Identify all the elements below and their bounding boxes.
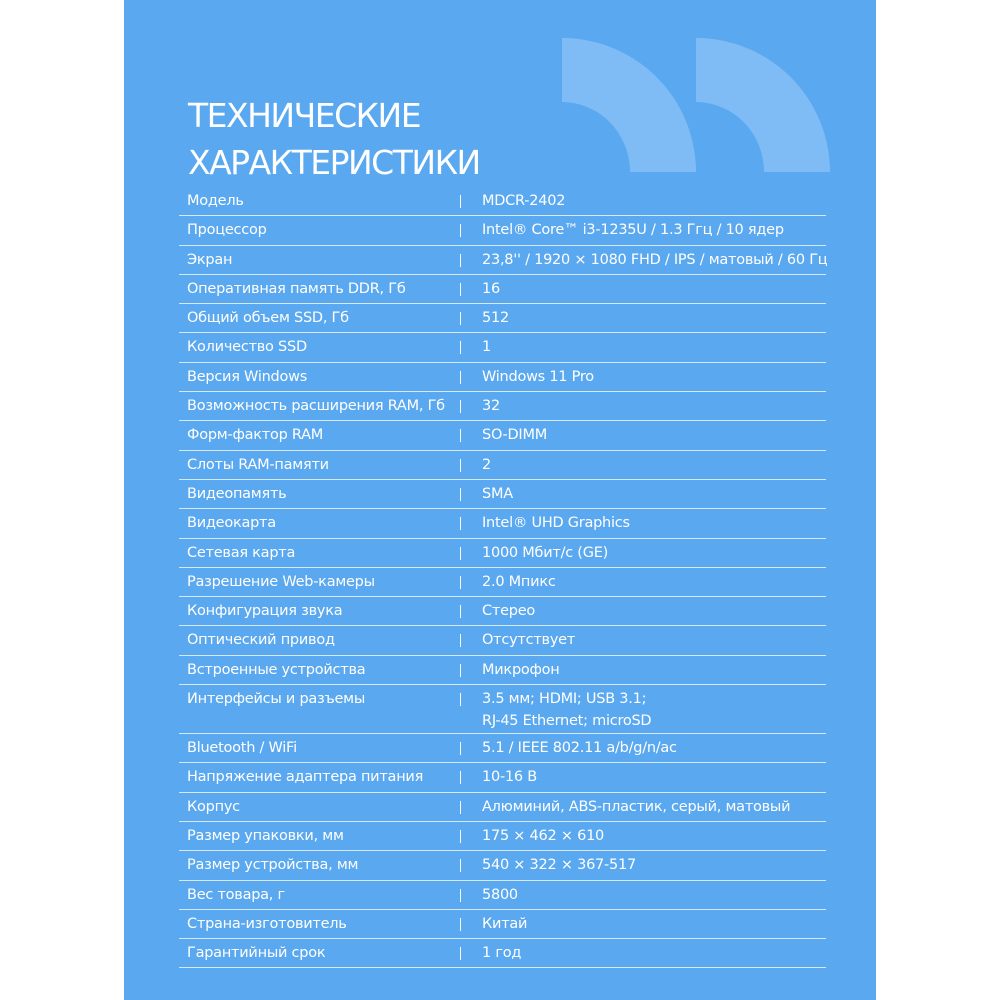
spec-value: Отсутствует — [482, 632, 576, 649]
spec-label: Количество SSD — [187, 339, 307, 356]
spec-row — [179, 216, 826, 245]
spec-value: 175 × 462 × 610 — [482, 827, 605, 844]
column-separator — [460, 459, 461, 472]
spec-value: 1 год — [482, 945, 522, 962]
spec-label: Bluetooth / WiFi — [187, 740, 297, 757]
spec-value: MDCR-2402 — [482, 193, 566, 209]
column-separator — [460, 830, 461, 843]
spec-value: Intel® Core™ i3-1235U / 1.3 Ггц / 10 ядер — [482, 222, 784, 239]
column-separator — [460, 576, 461, 589]
spec-label: Версия Windows — [187, 368, 308, 385]
spec-row — [179, 421, 826, 450]
spec-value: Intel® UHD Graphics — [482, 515, 630, 532]
spec-row — [179, 793, 826, 822]
spec-row — [179, 392, 826, 421]
column-separator — [460, 547, 461, 560]
spec-row — [179, 656, 826, 685]
spec-row — [179, 626, 826, 655]
spec-value: 512 — [482, 310, 509, 327]
closing-quote-icon — [696, 38, 830, 172]
spec-label: Процессор — [187, 222, 267, 239]
closing-quote-icon — [562, 38, 696, 172]
spec-value: Windows 11 Pro — [482, 368, 594, 385]
column-separator — [460, 771, 461, 784]
spec-value: 1 — [482, 339, 491, 356]
spec-label: Страна-изготовитель — [187, 915, 347, 932]
spec-value: 32 — [482, 398, 500, 415]
spec-value — [482, 688, 651, 732]
column-separator — [460, 517, 461, 530]
spec-value: 540 × 322 × 367-517 — [482, 857, 636, 874]
spec-row — [179, 910, 826, 939]
spec-value: Микрофон — [482, 661, 560, 678]
spec-row — [179, 734, 826, 763]
spec-label: Встроенные устройства — [187, 661, 366, 678]
spec-label: Корпус — [187, 798, 240, 815]
page-title — [188, 92, 480, 186]
column-separator — [460, 605, 461, 618]
spec-row — [179, 763, 826, 792]
column-separator — [460, 859, 461, 872]
spec-row — [179, 539, 826, 568]
spec-table — [179, 187, 826, 968]
spec-value: 10-16 В — [482, 769, 537, 786]
spec-label: Вес товара, г — [187, 886, 285, 903]
spec-value: 2 — [482, 456, 491, 473]
spec-row — [179, 509, 826, 538]
column-separator — [460, 195, 461, 208]
spec-label: Разрешение Web-камеры — [187, 573, 375, 590]
spec-value: Стерео — [482, 603, 535, 620]
spec-label: Возможность расширения RAM, Гб — [187, 398, 445, 415]
column-separator — [460, 693, 461, 706]
spec-row — [179, 939, 826, 968]
spec-value: Китай — [482, 915, 528, 932]
spec-label: Видеокарта — [187, 515, 276, 532]
column-separator — [460, 742, 461, 755]
column-separator — [460, 488, 461, 501]
spec-row — [179, 597, 826, 626]
spec-row — [179, 851, 826, 880]
spec-value: 5800 — [482, 886, 518, 903]
spec-label: Экран — [187, 251, 233, 268]
spec-row — [179, 304, 826, 333]
spec-label: Слоты RAM-памяти — [187, 456, 329, 473]
spec-row — [179, 246, 826, 275]
column-separator — [460, 400, 461, 413]
spec-value-line-1: 3.5 мм; HDMI; USB 3.1; — [482, 691, 647, 708]
page-title-line-1: ТЕХНИЧЕСКИЕ — [188, 96, 421, 135]
column-separator — [460, 429, 461, 442]
spec-label: Видеопамять — [187, 485, 287, 502]
spec-label: Гарантийный срок — [187, 945, 326, 962]
spec-label: Размер устройства, мм — [187, 857, 359, 874]
column-separator — [460, 341, 461, 354]
column-separator — [460, 371, 461, 384]
spec-value: 16 — [482, 280, 500, 297]
spec-label: Оперативная память DDR, Гб — [187, 280, 406, 297]
spec-row — [179, 187, 826, 216]
column-separator — [460, 254, 461, 267]
spec-label: Размер упаковки, мм — [187, 827, 344, 844]
spec-label: Сетевая карта — [187, 544, 296, 561]
spec-label: Общий объем SSD, Гб — [187, 310, 349, 327]
spec-label: Модель — [187, 193, 244, 209]
spec-label: Оптический привод — [187, 632, 335, 649]
spec-value-line-2: RJ-45 Ethernet; microSD — [482, 713, 652, 730]
spec-label: Напряжение адаптера питания — [187, 769, 424, 786]
spec-value: 23,8'' / 1920 × 1080 FHD / IPS / матовый / 60 Гц — [482, 251, 828, 268]
spec-row — [179, 568, 826, 597]
spec-row — [179, 451, 826, 480]
spec-label: Форм-фактор RAM — [187, 427, 324, 444]
column-separator — [460, 224, 461, 237]
spec-value: SMA — [482, 485, 513, 502]
column-separator — [460, 801, 461, 814]
spec-row — [179, 881, 826, 910]
spec-value: Алюминий, ABS-пластик, серый, матовый — [482, 798, 791, 815]
spec-label: Интерфейсы и разъемы — [187, 691, 366, 708]
column-separator — [460, 634, 461, 647]
spec-card — [124, 0, 876, 1000]
spec-value: 5.1 / IEEE 802.11 a/b/g/n/ac — [482, 740, 677, 757]
column-separator — [460, 889, 461, 902]
column-separator — [460, 947, 461, 960]
spec-value: SO-DIMM — [482, 427, 547, 444]
column-separator — [460, 312, 461, 325]
column-separator — [460, 918, 461, 931]
spec-row — [179, 685, 826, 734]
column-separator — [460, 283, 461, 296]
spec-row — [179, 333, 826, 362]
spec-value: 2.0 Мпикс — [482, 573, 556, 590]
page-title-line-2: ХАРАКТЕРИСТИКИ — [188, 143, 480, 182]
spec-label: Конфигурация звука — [187, 603, 343, 620]
spec-value: 1000 Мбит/с (GE) — [482, 544, 609, 561]
spec-row — [179, 480, 826, 509]
column-separator — [460, 664, 461, 677]
spec-row — [179, 822, 826, 851]
spec-row — [179, 363, 826, 392]
spec-row — [179, 275, 826, 304]
